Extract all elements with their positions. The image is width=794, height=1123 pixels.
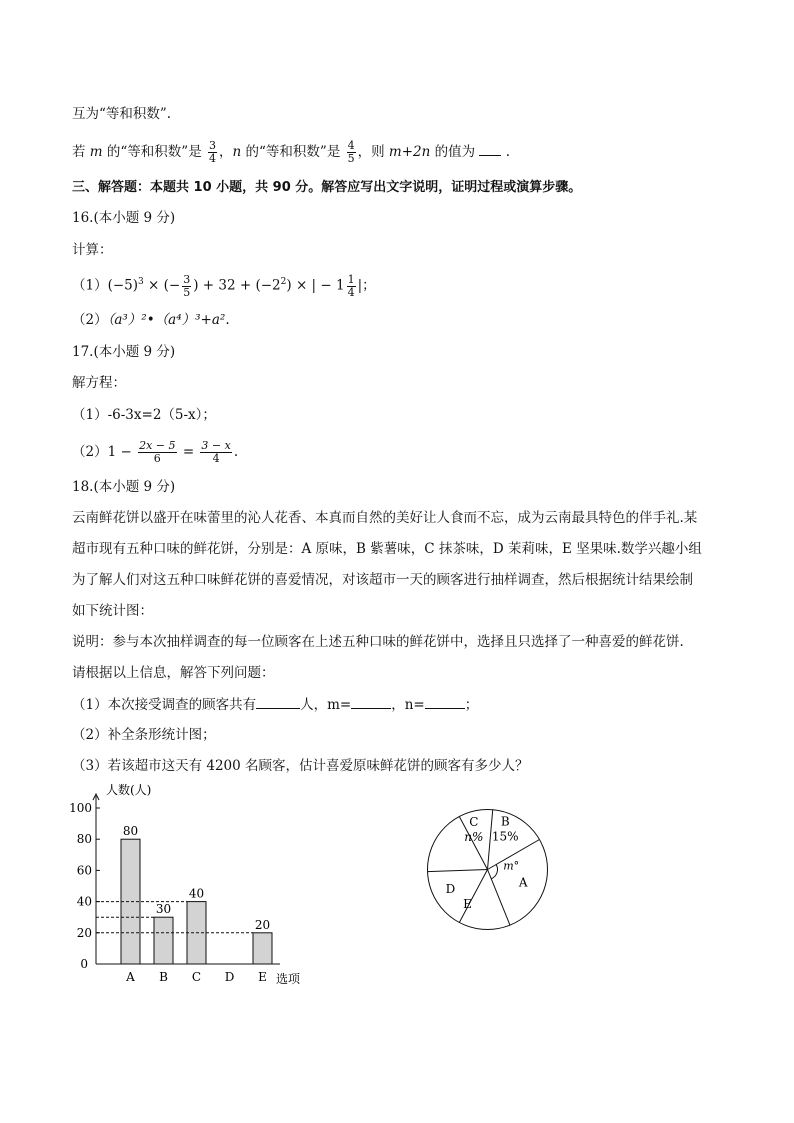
question-16-intro: 计算： [72,242,113,258]
y-tick-label: 40 [76,894,92,909]
question-16-item-1: $(1)(-5)^3$ × (− $\frac{3}{5}$ ) + $32 + (-2^2)$ × | − 1 $\frac{1}{4}$ |； [72,272,376,299]
bar [253,933,272,964]
y-tick-label: 0 [80,957,88,971]
previous-question-tail: 互为“等和积数”. [72,106,172,122]
x-tick-label: E [258,970,267,984]
question-16-item-2: （2）（a³）²•（a⁴）³+a². [72,312,230,328]
answer-blank [479,141,501,156]
fraction-three-fifths: $\frac{3}{5}$ [183,272,191,299]
fraction-2x-minus-5-over-6: $\frac{2x - 5}{6}$ [139,439,176,465]
question-18-note: 说明：参与本次抽样调查的每一位顾客在上述五种口味的鲜花饼中，选择且只选择了一种喜爱的鲜花饼. [72,634,684,650]
pie-slice-value: n% [464,829,484,844]
answer-blank-total [256,694,300,709]
pie-slice-label: A [518,875,528,890]
question-17-item-1: （1）-6-3x=2（5-x）； [72,407,216,423]
question-18-sub-2: （2）补全条形统计图； [72,727,216,743]
y-tick-label: 100 [69,801,92,815]
answer-blank-n [425,694,465,709]
question-17-intro: 解方程： [72,375,126,391]
pie-slice-label: E [463,897,472,912]
question-18-ask: 请根据以上信息，解答下列问题： [72,665,275,681]
fraction-one-quarter: $\frac{1}{4}$ [347,272,355,299]
question-17-heading: 17.(本小题 9 分) [72,344,176,360]
question-18-paragraph-2: 超市现有五种口味的鲜花饼，分别是：A 原味，B 紫薯味，C 抹茶味，D 茉莉味，E 坚果味.数学兴趣小组 [72,541,702,557]
bar [154,917,173,964]
x-tick-label: A [126,970,135,984]
fraction-four-fifths: $\frac{4}{5}$ [347,139,355,165]
question-18-paragraph-3: 为了解人们对这五种口味鲜花饼的喜爱情况，对该超市一天的顾客进行抽样调查，然后根据统计结果绘制 [72,572,693,588]
fraction-3-minus-x-over-4: $\frac{3 - x}{4}$ [201,439,231,465]
question-18-heading: 18.(本小题 9 分) [72,479,176,495]
x-tick-label: C [191,970,202,984]
bar-chart [60,778,320,993]
bar-data-label: 30 [155,902,172,917]
y-tick-label: 60 [76,863,92,878]
pie-slice-label: D [445,882,456,897]
bar-data-label: 80 [122,824,139,839]
fraction-three-quarters: $\frac{3}{4}$ [209,139,217,165]
x-tick-label: B [159,970,168,984]
y-axis-label: 人数(人) [106,783,152,797]
bar-data-label: 40 [188,886,205,901]
bar-data-label: 20 [254,917,271,932]
pie-slice-label: B [500,814,510,829]
answer-blank-m [351,694,391,709]
x-axis-label: 选项 [276,972,301,986]
question-18-paragraph-1: 云南鲜花饼以盛开在味蕾里的沁人花香、本真而自然的美好让人食而不忘，成为云南最具特色的伴手礼.某 [72,510,698,526]
pie-chart [420,802,555,937]
y-tick-label: 20 [76,925,92,940]
pie-slice-value: 15% [491,829,519,844]
question-18-paragraph-4: 如下统计图： [72,603,153,619]
x-tick-label: D [224,970,235,984]
question-15-text: 若 m 的“等和积数”是 $\frac{3}{4}$ ，n 的“等和积数”是 $\frac{4}{5}$ ，则 m+2n 的值为 . [72,139,511,165]
section-three-heading: 三、解答题：本题共 10 小题，共 90 分。解答应写出文字说明，证明过程或演算步骤。 [72,180,582,195]
question-16-heading: 16.(本小题 9 分) [72,210,176,226]
pie-slice-value: m° [503,859,520,873]
question-18-sub-1: （1）本次接受调查的顾客共有 人，m= ，n= ； [72,694,478,715]
question-18-sub-3: （3）若该超市这天有 4200 名顾客，估计喜爱原味鲜花饼的顾客有多少人？ [72,758,529,774]
question-17-item-2: （2）1 − $\frac{2x - 5}{6}$ = $\frac{3 - x}{4}$ . [72,439,239,465]
pie-slice-label: C [469,814,479,829]
y-tick-label: 80 [76,832,92,847]
